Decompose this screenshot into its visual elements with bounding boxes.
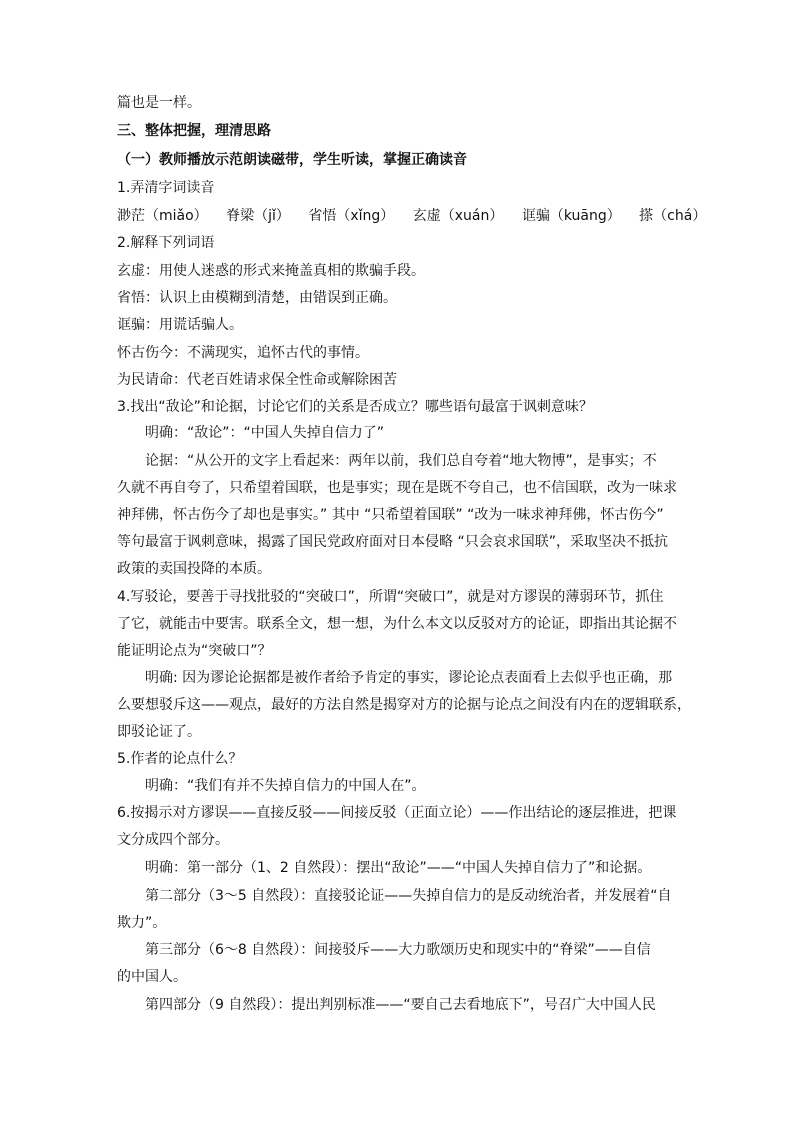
answer-line: 明确：第一部分（1、2 自然段）：摆出“敌论”——“中国人失掉自信力了”和论据。: [145, 860, 652, 876]
body-line: 能证明论点为“突破口”？: [117, 643, 272, 659]
answer-line: 明确：“我们有并不失掉自信力的中国人在”。: [145, 778, 426, 794]
definition-line: 诓骗：用谎话骗人。: [117, 317, 243, 333]
pinyin-item: 渺茫（miǎo）: [117, 208, 208, 224]
definition-line: 为民请命：代老百姓请求保全性命或解除困苦: [117, 372, 397, 388]
body-line: 神拜佛，怀古伤今了却也是事实。” 其中 “只希望着国联” “改为一味求神拜佛，怀古伤今”: [117, 507, 664, 523]
subsection-heading: （一）教师播放示范朗读磁带，学生听读，掌握正确读音: [117, 152, 467, 168]
definition-line: 省悟：认识上由模糊到清楚，由错误到正确。: [117, 290, 397, 306]
definition-line: 怀古伤今：不满现实，追怀古代的事情。: [117, 345, 369, 361]
pinyin-item: 脊梁（jǐ）: [226, 208, 290, 224]
paragraph-continuation: 篇也是一样。: [117, 95, 201, 111]
body-line: 么要想驳斥这——观点，最好的方法自然是揭穿对方的论据与论点之间没有内在的逻辑联系，: [117, 697, 691, 713]
item-3-question: 3.找出“敌论”和论据，讨论它们的关系是否成立？哪些语句最富于讽刺意味？: [117, 399, 593, 415]
item-4-question: 4.写驳论，要善于寻找批驳的“突破口”，所谓“突破口”，就是对方谬误的薄弱环节，抓住: [117, 589, 664, 605]
definition-line: 玄虚：用使人迷惑的形式来掩盖真相的欺骗手段。: [117, 263, 425, 279]
body-line: 久就不再自夸了，只希望着国联，也是事实；现在是既不夸自己，也不信国联，改为一味求: [117, 480, 677, 496]
pinyin-item: 诓骗（kuāng）: [521, 208, 621, 224]
body-line: 第三部分（6～8 自然段）：间接驳斥——大力歌颂历史和现实中的“脊梁”——自信: [145, 942, 651, 958]
pinyin-list: [117, 206, 707, 226]
item-5-question: 5.作者的论点什么？: [117, 751, 243, 767]
body-line: 论据：“从公开的文字上看起来：两年以前，我们总自夸着“地大物博”，是事实；不: [145, 453, 657, 469]
section-heading: 三、整体把握，理清思路: [117, 123, 271, 139]
body-line: 即驳论证了。: [117, 724, 201, 740]
body-line: 文分成四个部分。: [117, 832, 229, 848]
body-line: 了它，就能击中要害。联系全文，想一想，为什么本文以反驳对方的论证，即指出其论据不: [117, 616, 677, 632]
answer-line: 明确: 因为谬论论据都是被作者给予肯定的事实，谬论论点表面看上去似乎也正确，那: [145, 670, 673, 686]
body-line: 等句最富于讽刺意味，揭露了国民党政府面对日本侵略 “只会哀求国联”，采取坚决不抵抗: [117, 534, 668, 550]
pinyin-item: 搽（chá）: [639, 208, 707, 224]
body-line: 第四部分（9 自然段）：提出判别标准——“要自己去看地底下”，号召广大中国人民: [145, 997, 656, 1013]
body-line: 第二部分（3～5 自然段）：直接驳论证——失掉自信力的是反动统治者，并发展着“自: [145, 888, 672, 904]
body-line: 的中国人。: [117, 969, 187, 985]
item-6-question: 6.按揭示对方谬误——直接反驳——间接反驳（正面立论）——作出结论的逐层推进，把课: [117, 805, 677, 821]
body-line: 欺力”。: [117, 915, 167, 931]
pinyin-item: 省悟（xǐng）: [308, 208, 395, 224]
item-2-heading: 2.解释下列词语: [117, 235, 215, 251]
item-1-heading: 1.弄清字词读音: [117, 180, 215, 196]
pinyin-item: 玄虚（xuán）: [412, 208, 504, 224]
body-line: 政策的卖国投降的本质。: [117, 561, 271, 577]
answer-line: 明确：“敌论”：“中国人失掉自信力了”: [145, 425, 385, 441]
